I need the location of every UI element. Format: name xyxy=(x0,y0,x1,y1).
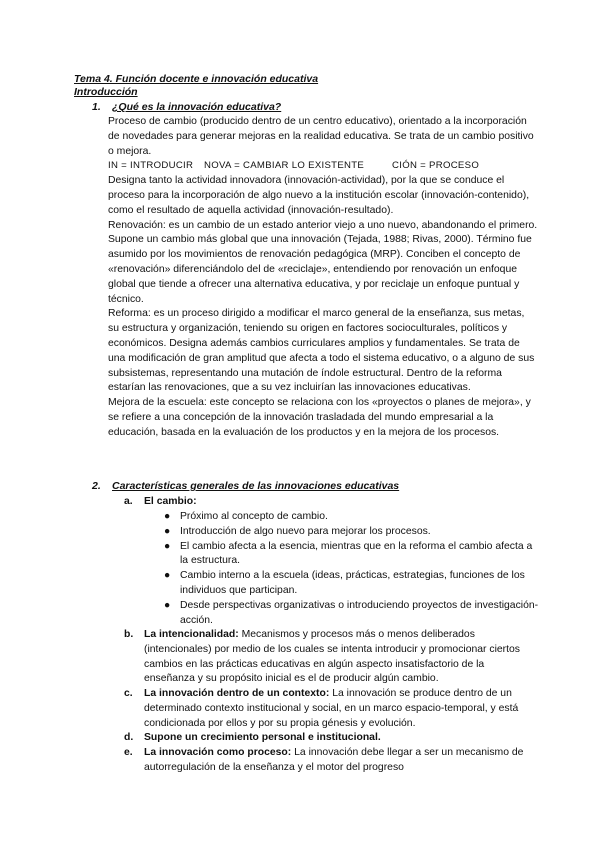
item-c xyxy=(124,687,534,731)
intro-heading: Introducción xyxy=(74,86,138,98)
section-1-body xyxy=(108,115,538,441)
bullet-icon: ● xyxy=(164,570,171,582)
section-2-heading xyxy=(92,480,399,492)
section-1-title: ¿Qué es la innovación educativa? xyxy=(112,101,282,113)
item-c-label: c. xyxy=(124,688,133,699)
item-b xyxy=(124,628,534,687)
paragraph-activity: Designa tanto la actividad innovadora (innovación-actividad), por la que se conduce el proceso para la incorporación de algo nuevo a la institución escolar (innovación-contenido), como el resultado de aquella actividad (innovación-resultado). xyxy=(108,175,530,216)
bullet-text: Próximo al concepto de cambio. xyxy=(180,511,328,522)
item-e-text: La innovación debe llegar a ser un mecanismo de autorregulación de la enseñanza y el motor del progreso xyxy=(144,747,524,773)
section-2-title: Características generales de las innovaciones educativas xyxy=(112,480,400,492)
item-e xyxy=(124,746,534,776)
paragraph-renovacion: Renovación: es un cambio de un estado anterior viejo a uno nuevo, abandonando el primero. Supone un cambio más global que una innovación (Tejada, 1988; Rivas, 2000). Término fue asumido por los movimientos de renovación pedagógica (MRP). Conciben el concepto de «renovación» diferenciándolo del de «reciclaje», entendiendo por renovación un enfoque global que tiende a ofrecer una alternativa educativa, y por reciclaje un enfoque puntual y técnico. xyxy=(108,219,538,305)
bullet-text: Desde perspectivas organizativas o introduciendo proyectos de investigación-acción. xyxy=(180,599,539,626)
list-item xyxy=(164,510,539,525)
list-item xyxy=(164,525,539,540)
item-e-label: e. xyxy=(124,747,133,758)
item-e-title: La innovación como proceso: xyxy=(144,747,292,758)
list-item xyxy=(164,599,539,629)
item-b-text: Mecanismos y procesos más o menos deliberados (intencionales) por medio de los cuales se intenta introducir y promocionar ciertos cambios en las prácticas educativas en algún aspecto insatisfactorio de la enseñanza y su propósito inicial es el de producir algún cambio. xyxy=(144,629,520,685)
item-b-label: b. xyxy=(124,629,134,640)
bullet-icon: ● xyxy=(164,540,171,552)
item-d-label: d. xyxy=(124,732,134,743)
bullet-icon: ● xyxy=(164,525,171,537)
etymology-nova: NOVA = CAMBIAR LO EXISTENTE xyxy=(204,160,365,172)
item-a xyxy=(124,495,534,510)
section-1-number: 1. xyxy=(92,101,101,113)
section-1-heading xyxy=(92,101,281,113)
item-a-title: El cambio: xyxy=(144,496,197,507)
bullet-text: El cambio afecta a la esencia, mientras que en la reforma el cambio afecta a la estructura. xyxy=(180,540,533,567)
bullet-icon: ● xyxy=(164,599,171,611)
cambio-bullet-list xyxy=(164,510,539,628)
item-c-text: La innovación se produce dentro de un determinado contexto institucional y social, en un marco espacio-temporal, y está condicionada por ellos y por su propia génesis y evolución. xyxy=(144,688,519,729)
item-c-title: La innovación dentro de un contexto: xyxy=(144,688,330,699)
list-item xyxy=(164,540,539,570)
bullet-text: Cambio interno a la escuela (ideas, prácticas, estrategias, funciones de los individuos que participan. xyxy=(180,570,525,596)
item-d-title: Supone un crecimiento personal e institucional. xyxy=(144,732,381,743)
bullet-text: Introducción de algo nuevo para mejorar los procesos. xyxy=(180,525,431,537)
item-b-title: La intencionalidad: xyxy=(144,629,239,640)
item-a-label: a. xyxy=(124,496,133,507)
document-title: Tema 4. Función docente e innovación educativa xyxy=(74,73,319,85)
etymology-in: IN = INTRODUCIR xyxy=(108,160,194,172)
etymology-cion: CIÓN = PROCESO xyxy=(392,160,480,172)
item-d xyxy=(124,731,534,746)
paragraph-definition: Proceso de cambio (producido dentro de un centro educativo), orientado a la incorporación de novedades para generar mejoras en la realidad educativa. Se trata de un cambio positivo o mejora. xyxy=(108,116,534,157)
paragraph-reforma: Reforma: es un proceso dirigido a modificar el marco general de la enseñanza, sus metas, su estructura y organización, teniendo su origen en factores socioculturales, políticos y económicos. Designa además cambios curriculares amplios y fundamentales. Se trata de una modificación de gran amplitud que afecta a todo el sistema educativo, o a alguno de sus subsistemas, representando una mutación de índole estructural. Dentro de la reforma estarían las renovaciones, que a su vez incluirían las innovaciones educativas. xyxy=(108,308,535,394)
list-item xyxy=(164,569,539,599)
section-2-number: 2. xyxy=(92,480,101,492)
bullet-icon: ● xyxy=(164,511,171,522)
paragraph-mejora: Mejora de la escuela: este concepto se relaciona con los «proyectos o planes de mejora», y se refiere a una concepción de la innovación trasladada del mundo empresarial a la educación, basada en la evaluación de los productos y en la mejora de los procesos. xyxy=(108,397,531,438)
etymology-line xyxy=(108,159,538,174)
